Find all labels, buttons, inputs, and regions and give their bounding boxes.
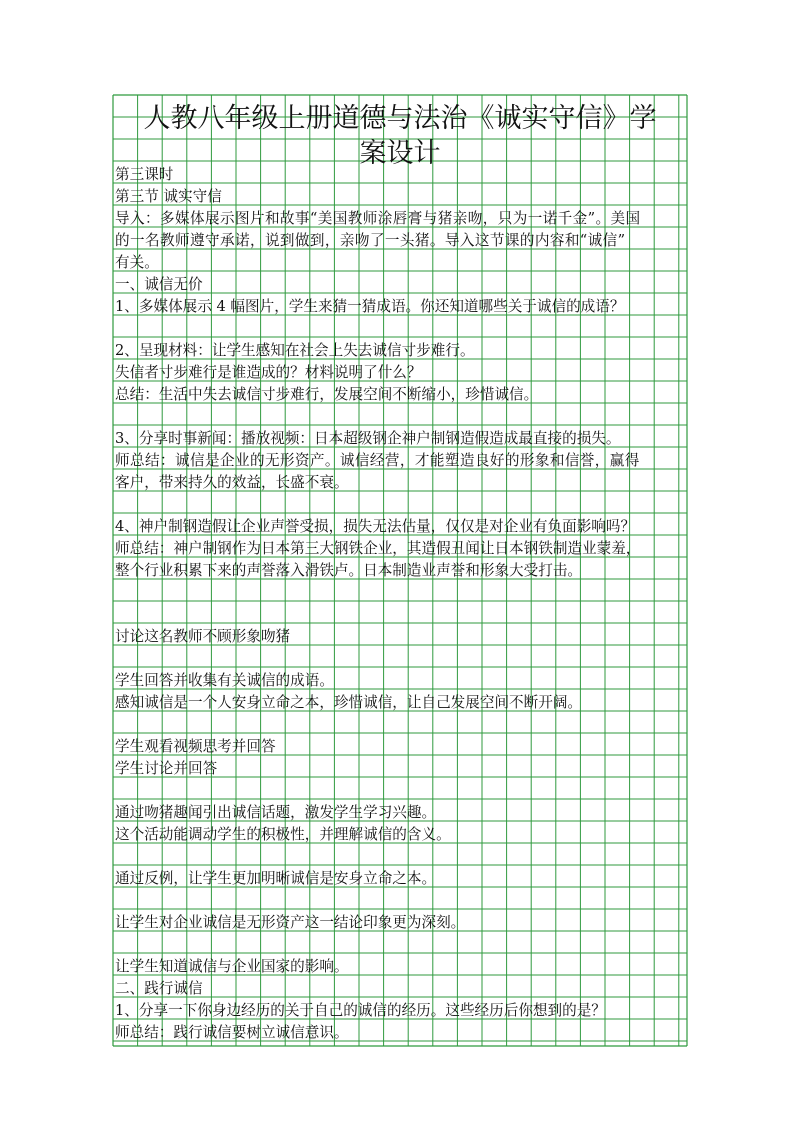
activity-2: 2、呈现材料：让学生感知在社会上失去诚信寸步难行。 <box>115 342 475 359</box>
practice-activity-1: 1、分享一下你身边经历的关于自己的诚信的经历。这些经历后你想到的是？ <box>115 1002 606 1019</box>
document-title-line-1: 人教八年级上册道德与法治《诚实守信》学 <box>143 103 657 134</box>
activity-4-summary-2: 整个行业积累下来的声誉落入滑铁卢。日本制造业声誉和形象大受打击。 <box>115 562 583 579</box>
design-intent-3: 通过反例，让学生更加明晰诚信是安身立命之本。 <box>115 870 437 887</box>
design-intent-1: 通过吻猪趣闻引出诚信话题，激发学生学习兴趣。 <box>115 804 437 821</box>
activity-3: 3、分享时事新闻：播放视频：日本超级钢企神户制钢造假造成最直接的损失。 <box>115 430 621 447</box>
intro-line-1: 导入：多媒体展示图片和故事“美国教师涂唇膏与猪亲吻，只为一诺千金”。美国 <box>115 210 641 227</box>
intro-line-3: 有关。 <box>115 254 159 271</box>
section-heading: 第三节 诚实守信 <box>115 188 222 205</box>
student-activity-2: 学生回答并收集有关诚信的成语。 <box>115 672 334 689</box>
design-intent-5: 让学生知道诚信与企业国家的影响。 <box>115 958 349 975</box>
activity-4-summary-1: 师总结：神户制钢作为日本第三大钢铁企业，其造假丑闻让日本钢铁制造业蒙羞， <box>115 540 641 557</box>
design-intent-2: 这个活动能调动学生的积极性，并理解诚信的含义。 <box>115 826 451 843</box>
practice-summary: 师总结：践行诚信要树立诚信意识。 <box>115 1024 349 1041</box>
activity-2-summary: 总结：生活中失去诚信寸步难行，发展空间不断缩小，珍惜诚信。 <box>115 386 539 403</box>
activity-3-summary-2: 客户，带来持久的效益，长盛不衰。 <box>115 474 349 491</box>
design-intent-4: 让学生对企业诚信是无形资产这一结论印象更为深刻。 <box>115 914 466 931</box>
student-activity-5: 学生讨论并回答 <box>115 760 218 777</box>
lesson-period: 第三课时 <box>115 166 174 183</box>
activity-3-summary-1: 师总结：诚信是企业的无形资产。诚信经营，才能塑造良好的形象和信誉，赢得 <box>115 452 640 469</box>
activity-4: 4、神户制钢造假让企业声誉受损，损失无法估量，仅仅是对企业有负面影响吗？ <box>115 518 636 535</box>
student-activity-3: 感知诚信是一个人安身立命之本，珍惜诚信，让自己发展空间不断开阔。 <box>115 694 583 711</box>
activity-2-question: 失信者寸步难行是谁造成的？材料说明了什么？ <box>115 364 422 381</box>
intro-line-2: 的一名教师遵守承诺，说到做到，亲吻了一头猪。导入这节课的内容和“诚信” <box>115 232 626 249</box>
activity-1: 1、多媒体展示 4 幅图片，学生来猜一猜成语。你还知道哪些关于诚信的成语？ <box>115 298 625 315</box>
document-title-line-2: 案设计 <box>359 138 441 169</box>
part-one-heading: 一、诚信无价 <box>115 276 203 293</box>
student-activity-4: 学生观看视频思考并回答 <box>115 738 276 755</box>
part-two-heading: 二、践行诚信 <box>115 980 203 997</box>
student-activity-1: 讨论这名教师不顾形象吻猪 <box>115 628 291 645</box>
